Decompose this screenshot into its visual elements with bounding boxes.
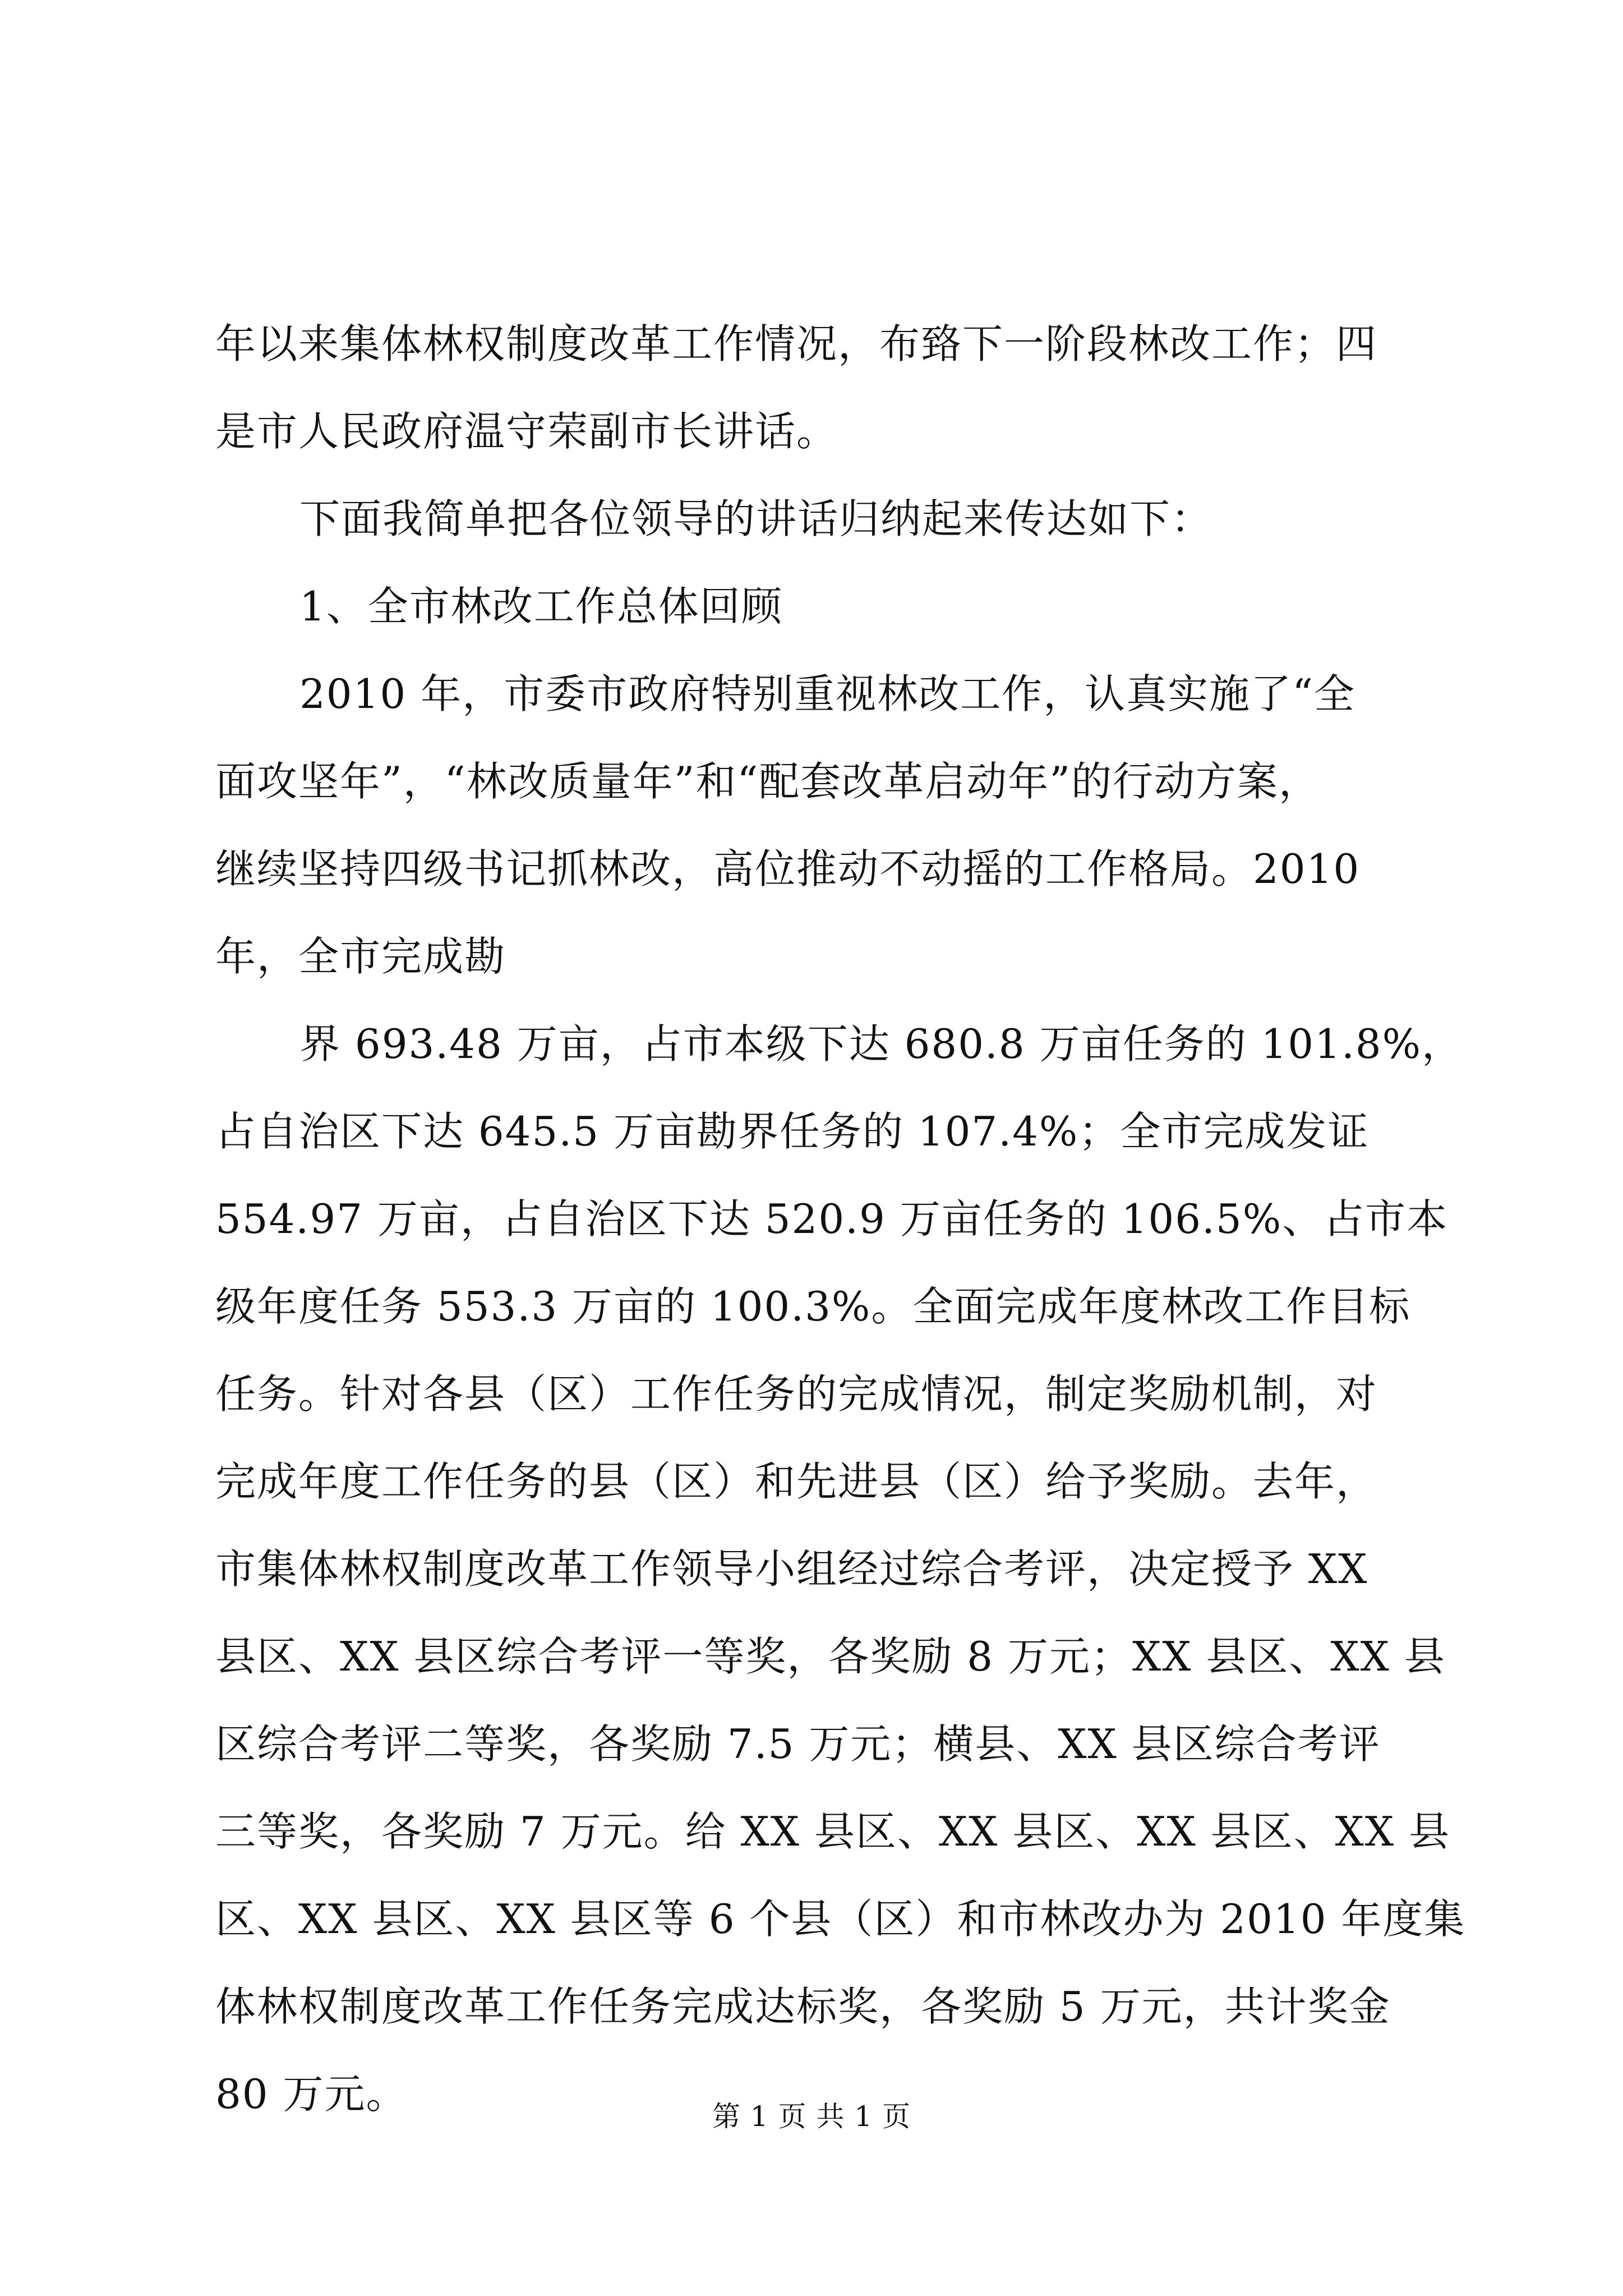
paragraph-line: 年以来集体林权制度改革工作情况，布臵下一阶段林改工作；四 — [215, 320, 1378, 367]
paragraph-line: 任务。针对各县（区）工作任务的完成情况，制定奖励机制，对 — [215, 1370, 1378, 1418]
section-heading: 1、全市林改工作总体回顾 — [299, 583, 783, 630]
paragraph-line: 级年度任务 553.3 万亩的 100.3%。全面完成年度林改工作目标 — [215, 1283, 1411, 1330]
paragraph-line: 面攻坚年”，“林改质量年”和“配套改革启动年”的行动方案， — [215, 758, 1321, 805]
paragraph-line: 市集体林权制度改革工作领导小组经过综合考评，决定授予 XX — [215, 1545, 1368, 1593]
paragraph-line: 554.97 万亩，占自治区下达 520.9 万亩任务的 106.5%、占市本 — [215, 1195, 1449, 1243]
page-footer — [0, 2097, 1623, 2136]
paragraph-line: 县区、XX 县区综合考评一等奖，各奖励 8 万元；XX 县区、XX 县 — [215, 1633, 1446, 1680]
paragraph-line: 界 693.48 万亩，占市本级下达 680.8 万亩任务的 101.8%， — [299, 1020, 1464, 1068]
paragraph-line: 继续坚持四级书记抓林改，高位推动不动摇的工作格局。2010 — [215, 845, 1361, 892]
paragraph-line: 下面我简单把各位领导的讲话归纳起来传达如下： — [299, 495, 1213, 542]
paragraph-line: 是市人民政府温守荣副市长讲话。 — [215, 408, 838, 455]
paragraph-line: 区、XX 县区、XX 县区等 6 个县（区）和市林改办为 2010 年度集 — [215, 1895, 1466, 1943]
paragraph-line: 体林权制度改革工作任务完成达标奖，各奖励 5 万元，共计奖金 — [215, 1983, 1391, 2030]
paragraph-line: 2010 年，市委市政府特别重视林改工作，认真实施了“全 — [299, 670, 1355, 717]
paragraph-line: 完成年度工作任务的县（区）和先进县（区）给予奖励。去年， — [215, 1458, 1378, 1505]
paragraph-line: 年，全市完成勘 — [215, 933, 506, 980]
paragraph-line: 区综合考评二等奖，各奖励 7.5 万元；横县、XX 县区综合考评 — [215, 1720, 1381, 1768]
paragraph-line: 三等奖，各奖励 7 万元。给 XX 县区、XX 县区、XX 县区、XX 县 — [215, 1808, 1451, 1855]
paragraph-line: 占自治区下达 645.5 万亩勘界任务的 107.4%；全市完成发证 — [215, 1108, 1370, 1155]
document-body — [215, 300, 1466, 2138]
paragraph-line: 80 万元。 — [215, 2070, 408, 2118]
page-number-label: 第 1 页 共 1 页 — [712, 2100, 911, 2133]
